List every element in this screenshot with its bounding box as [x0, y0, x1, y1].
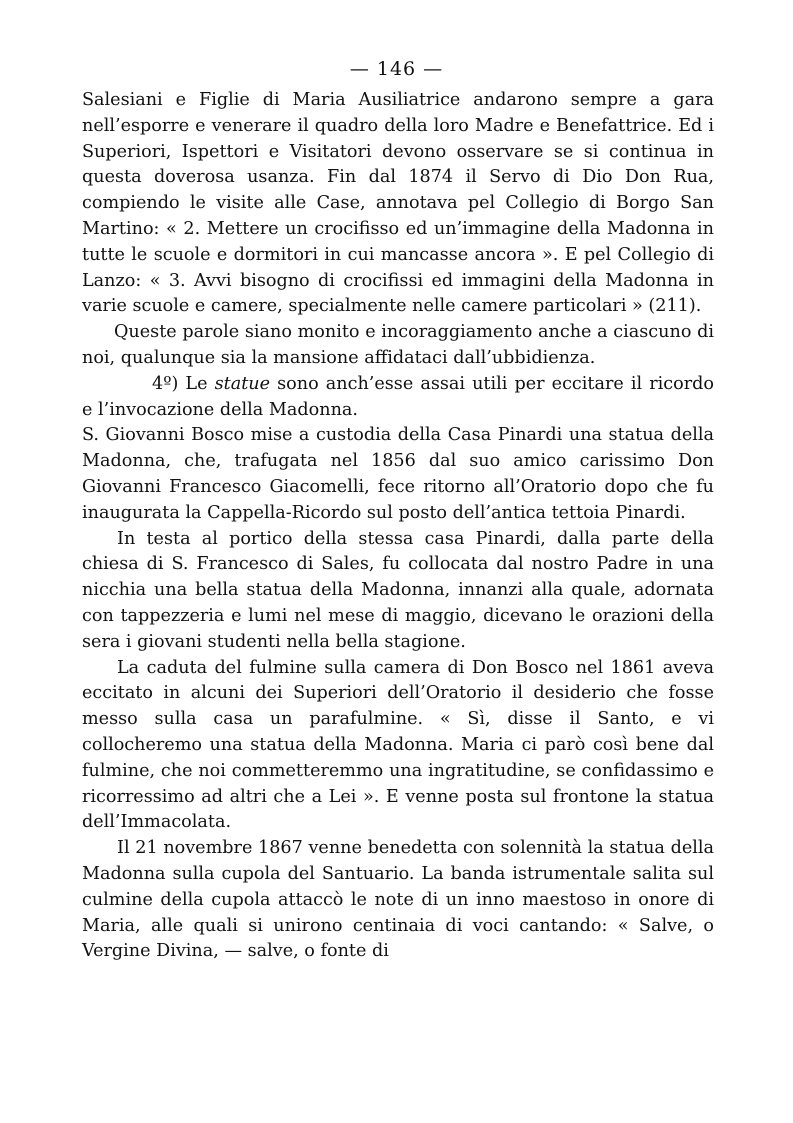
paragraph-casa-pinardi: S. Giovanni Bosco mise a custodia della Casa Pinardi una statua della Madonna, che, trafugata nel 1856 dal suo amico carissimo Don Giovanni Francesco Giacomelli, fece ritorno all’Oratorio dopo che fu inaugurata la Cappella-Ricordo sul posto dell’antica tettoia Pinardi. [82, 425, 714, 523]
page-number: — 146 — [349, 58, 444, 80]
paragraph-visits: Salesiani e Figlie di Maria Ausiliatrice andarono sempre a gara nell’esporre e venerare il quadro della loro Madre e Benefattrice. Ed i Superiori, Ispettori e Visitatori devono osservare se si continua in questa doverosa usanza. Fin dal 1874 il Servo di Dio Don Rua, compiendo le visite alle Case, annotava pel Collegio di Borgo San Martino: « 2. Mettere un crocifisso ed un’immagine della Madonna in tutte le scuole e dormitori in cui mancasse ancora ». E pel Collegio di Lanzo: « 3. Avvi bisogno di crocifissi ed immagini della Madonna in varie scuole e camere, specialmente nelle camere particolari » (211). [82, 90, 714, 317]
statues-suffix: sono anch’esse assai utili per eccitare il ricordo e l’invocazione della Madonna. [82, 373, 714, 420]
body-text [82, 88, 714, 965]
paragraph-lightning: La caduta del fulmine sulla camera di Don Bosco nel 1861 aveva eccitato in alcuni dei Superiori dell’Oratorio il desiderio che fosse messo sulla casa un parafulmine. « Sì, disse il Santo, e vi collocheremo una statua della Madonna. Maria ci parò così bene dal fulmine, che noi commetteremmo una ingratitudine, se confidassimo e ricorressimo ad altri che a Lei ». E venne posta sul frontone la statua dell’Immacolata. [82, 657, 714, 833]
paragraph-cupola: Il 21 novembre 1867 venne benedetta con solennità la statua della Madonna sulla cupola del Santuario. La banda istrumentale salita sul culmine della cupola attaccò le note di un inno maestoso in onore di Maria, alle quali si unirono centinaia di voci cantando: « Salve, o Vergine Divina, — salve, o fonte di [82, 838, 714, 962]
statues-emphasis: statue [214, 373, 271, 394]
paragraph-statues-heading [82, 372, 714, 424]
statues-prefix: 4º) Le [152, 373, 215, 394]
paragraph-exhortation: Queste parole siano monito e incoraggiamento anche a ciascuno di noi, qualunque sia la mansione affidataci dall’ubbidienza. [82, 322, 714, 368]
paragraph-portico: In testa al portico della stessa casa Pinardi, dalla parte della chiesa di S. Francesco di Sales, fu collocata dal nostro Padre in una nicchia una bella statua della Madonna, innanzi alla quale, adornata con tappezzeria e lumi nel mese di maggio, dicevano le orazioni della sera i giovani studenti nella bella stagione. [82, 528, 714, 652]
